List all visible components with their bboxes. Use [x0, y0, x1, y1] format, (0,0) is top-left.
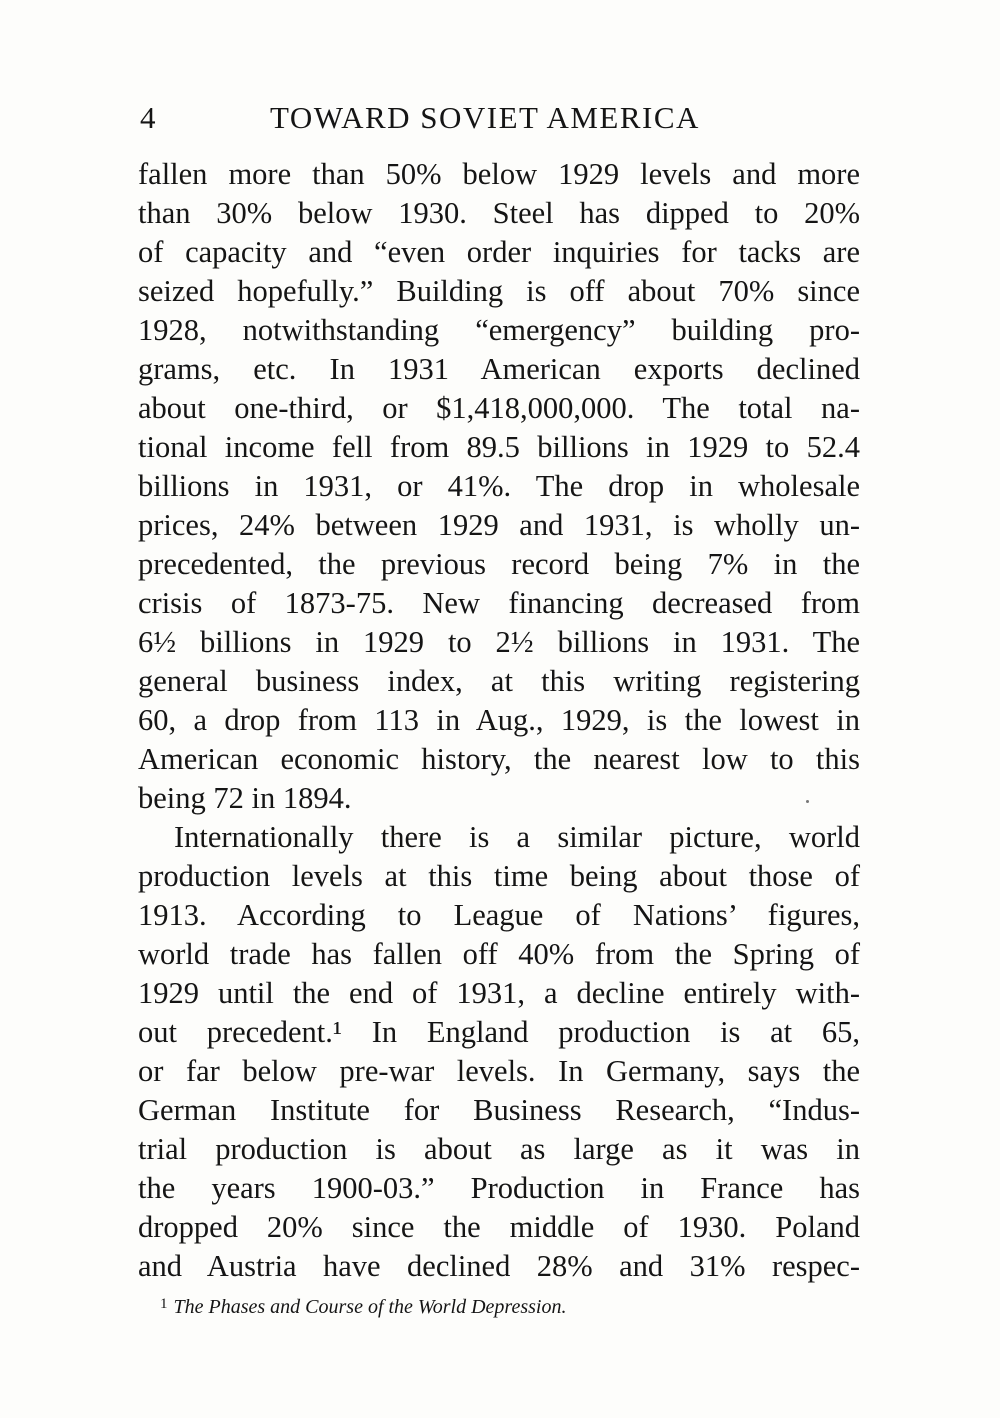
page-number: 4 — [140, 100, 157, 135]
text-line: seized hopefully.” Building is off about 70% since — [138, 274, 860, 308]
text-line: Internationally there is a similar picture, world — [174, 820, 860, 854]
footnote — [160, 1296, 566, 1319]
text-line: production levels at this time being about those of — [138, 859, 860, 893]
footnote-text: The Phases and Course of the World Depression. — [173, 1296, 567, 1318]
text-line: being 72 in 1894. — [138, 781, 352, 815]
text-line: prices, 24% between 1929 and 1931, is wholly un- — [138, 508, 860, 542]
text-line: tional income fell from 89.5 billions in 1929 to 52.4 — [138, 430, 860, 464]
text-line: billions in 1931, or 41%. The drop in wholesale — [138, 469, 860, 503]
body-text — [138, 155, 860, 1286]
text-line: 1929 until the end of 1931, a decline entirely with- — [138, 976, 860, 1010]
footnote-marker: 1 — [160, 1296, 168, 1312]
text-line: 1913. According to League of Nations’ figures, — [138, 898, 860, 932]
text-line: fallen more than 50% below 1929 levels and more — [138, 157, 860, 191]
running-title: TOWARD SOVIET AMERICA — [270, 100, 700, 135]
text-line: about one-third, or $1,418,000,000. The total na- — [138, 391, 860, 425]
text-line: American economic history, the nearest low to this — [138, 742, 860, 776]
text-line: trial production is about as large as it was in — [138, 1132, 860, 1166]
text-line: crisis of 1873-75. New financing decreased from — [138, 586, 860, 620]
text-line: grams, etc. In 1931 American exports declined — [138, 352, 860, 386]
text-line: of capacity and “even order inquiries for tacks are — [138, 235, 860, 269]
text-line: German Institute for Business Research, “Indus- — [138, 1093, 860, 1127]
text-line: 1928, notwithstanding “emergency” building pro- — [138, 313, 860, 347]
text-line: 6½ billions in 1929 to 2½ billions in 1931. The — [138, 625, 860, 659]
running-head — [140, 100, 860, 140]
text-line: precedented, the previous record being 7% in the — [138, 547, 860, 581]
text-line: general business index, at this writing registering — [138, 664, 860, 698]
text-line: or far below pre-war levels. In Germany, says the — [138, 1054, 860, 1088]
text-line: world trade has fallen off 40% from the Spring of — [138, 937, 860, 971]
text-line: dropped 20% since the middle of 1930. Poland — [138, 1210, 860, 1244]
text-line: the years 1900-03.” Production in France has — [138, 1171, 860, 1205]
print-speck — [806, 800, 809, 803]
text-line: 60, a drop from 113 in Aug., 1929, is the lowest in — [138, 703, 860, 737]
text-line: out precedent.¹ In England production is at 65, — [138, 1015, 860, 1049]
text-line: and Austria have declined 28% and 31% respec- — [138, 1249, 860, 1283]
text-line: than 30% below 1930. Steel has dipped to 20% — [138, 196, 860, 230]
